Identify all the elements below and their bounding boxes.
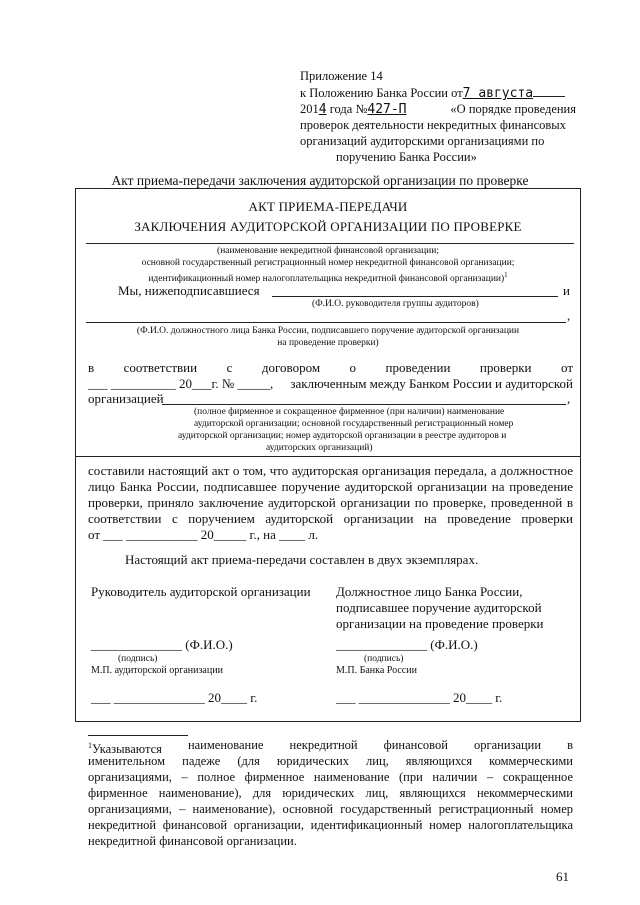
- right-sign-title-2: подписавшее поручение аудиторской: [336, 600, 542, 615]
- right-stamp: М.П. Банка России: [336, 665, 417, 676]
- audit-hint-1: (полное фирменное и сокращенное фирменное (при наличии) наименование: [194, 407, 505, 417]
- right-signature-field[interactable]: ______________ (Ф.И.О.): [336, 637, 478, 652]
- and-label: и: [563, 283, 570, 298]
- para1-line-3: проверки, приняло заключение аудиторской организации по проверке, проведенной в: [88, 495, 573, 510]
- footnote-line-1: $^1$Указываются наименование некредитной финансовой организации в: [88, 738, 573, 757]
- right-sign-title-1: Должностное лицо Банка России,: [336, 584, 523, 599]
- header-line-6: поручению Банка России»: [336, 150, 477, 164]
- header-line-5: организаций аудиторскими организациями по: [300, 134, 545, 148]
- footnote-mark: 1: [88, 741, 92, 750]
- copies-text: Настоящий акт приема-передачи составлен в двух экземплярах.: [125, 552, 479, 567]
- org-hint-2: основной государственный регистрационный номер некредитной финансовой организации;: [141, 258, 515, 268]
- header-line-3: [300, 101, 576, 118]
- audit-org-label: организацией: [88, 391, 164, 406]
- fio-group-hint: (Ф.И.О. руководителя группы аудиторов): [312, 299, 479, 309]
- header-mid: года №: [326, 102, 368, 116]
- left-date-field[interactable]: ___ ______________ 20____ г.: [91, 690, 258, 705]
- left-sign-hint: (подпись): [118, 654, 158, 664]
- contract-date-field[interactable]: ___ __________ 20___г. № _____,: [88, 376, 274, 391]
- header-line-4: проверок деятельности некредитных финансовых: [300, 118, 566, 132]
- audit-org-comma: ,: [567, 391, 571, 406]
- we-signed-label: Мы, нижеподписавшиеся: [118, 283, 260, 298]
- para1-line-1: составили настоящий акт о том, что аудиторская организация передала, а должностное: [88, 463, 573, 478]
- form-title-2: ЗАКЛЮЧЕНИЯ АУДИТОРСКОЙ ОРГАНИЗАЦИИ ПО ПРОВЕРКЕ: [134, 219, 522, 234]
- act-title: Акт приема-передачи заключения аудиторской организации по проверке: [111, 173, 529, 188]
- header-line-2: [300, 85, 565, 102]
- official-hint-1: (Ф.И.О. должностного лица Банка России, подписавшего поручение аудиторской организации: [136, 326, 520, 336]
- left-signature-field[interactable]: ______________ (Ф.И.О.): [91, 637, 233, 652]
- para1-last: от ___ ___________ 20_____ г., на ____ л.: [88, 527, 319, 542]
- contract-line-1: в соответствии с договором о проведении проверки от: [88, 360, 573, 375]
- right-sign-title-3: организации на проведение проверки: [336, 616, 544, 631]
- org-hint-3: идентификационный номер налогоплательщика некредитной финансовой организации)$^1$: [148, 271, 508, 285]
- right-date-field[interactable]: ___ ______________ 20____ г.: [336, 690, 503, 705]
- footnote-rule: [88, 735, 188, 736]
- footnote-line-5: организациями, – наименование), основной государственный регистрационный номер: [88, 802, 573, 816]
- footnote-ref: 1: [504, 271, 508, 279]
- org-name-line[interactable]: [86, 243, 574, 244]
- audit-hint-2: аудиторской организации; основной государственный регистрационный номер: [194, 419, 514, 429]
- footnote-line-3: организациями, – полное фирменное наименование (при наличии – сокращенное: [88, 770, 573, 784]
- header-year-digit: 4: [318, 102, 327, 117]
- official-hint-2: на проведение проверки): [277, 338, 379, 348]
- footnote-line-4: фирменное наименование), для юридических лиц, являющихся некоммерческими: [88, 786, 573, 800]
- para1-line-2: лицо Банка России, подписавшее поручение аудиторской организации на проведение: [88, 479, 573, 494]
- contract-line-2: ___ __________ 20___г. № _____, заключенным между Банком России и аудиторской: [88, 376, 573, 391]
- org-hint-1: (наименование некредитной финансовой организации;: [217, 246, 439, 256]
- footnote-line-6: некредитной финансовой организации, идентификационный номер налогоплательщика: [88, 818, 573, 832]
- header-date: 7 августа: [462, 86, 534, 101]
- right-sign-hint: (подпись): [364, 654, 404, 664]
- form-divider: [75, 456, 581, 457]
- audit-hint-4: аудиторских организаций): [266, 443, 373, 453]
- page-number: 61: [556, 869, 569, 884]
- official-comma: ,: [567, 308, 571, 323]
- footnote-line-2: именительном падеже (для юридических лиц, являющихся коммерческими: [88, 754, 573, 768]
- audit-org-field[interactable]: [162, 404, 566, 405]
- footnote-line-7: некредитной финансовой организации.: [88, 834, 297, 848]
- header-suffix: «О порядке проведения: [450, 102, 576, 116]
- group-leader-field[interactable]: [272, 296, 558, 297]
- official-field[interactable]: [86, 322, 566, 323]
- form-title-1: АКТ ПРИЕМА-ПЕРЕДАЧИ: [248, 199, 408, 214]
- para1-line-4: соответствии с поручением аудиторской организации на проведение проверки: [88, 511, 573, 526]
- header-line-2-prefix: к Положению Банка России от: [300, 86, 463, 100]
- left-stamp: М.П. аудиторской организации: [91, 665, 223, 676]
- audit-hint-3: аудиторской организации; номер аудиторской организации в реестре аудиторов и: [178, 431, 507, 441]
- header-number: 427-П: [367, 102, 407, 117]
- left-sign-title: Руководитель аудиторской организации: [91, 584, 311, 599]
- header-year-prefix: 201: [300, 102, 319, 116]
- header-line-1: Приложение 14: [300, 69, 383, 83]
